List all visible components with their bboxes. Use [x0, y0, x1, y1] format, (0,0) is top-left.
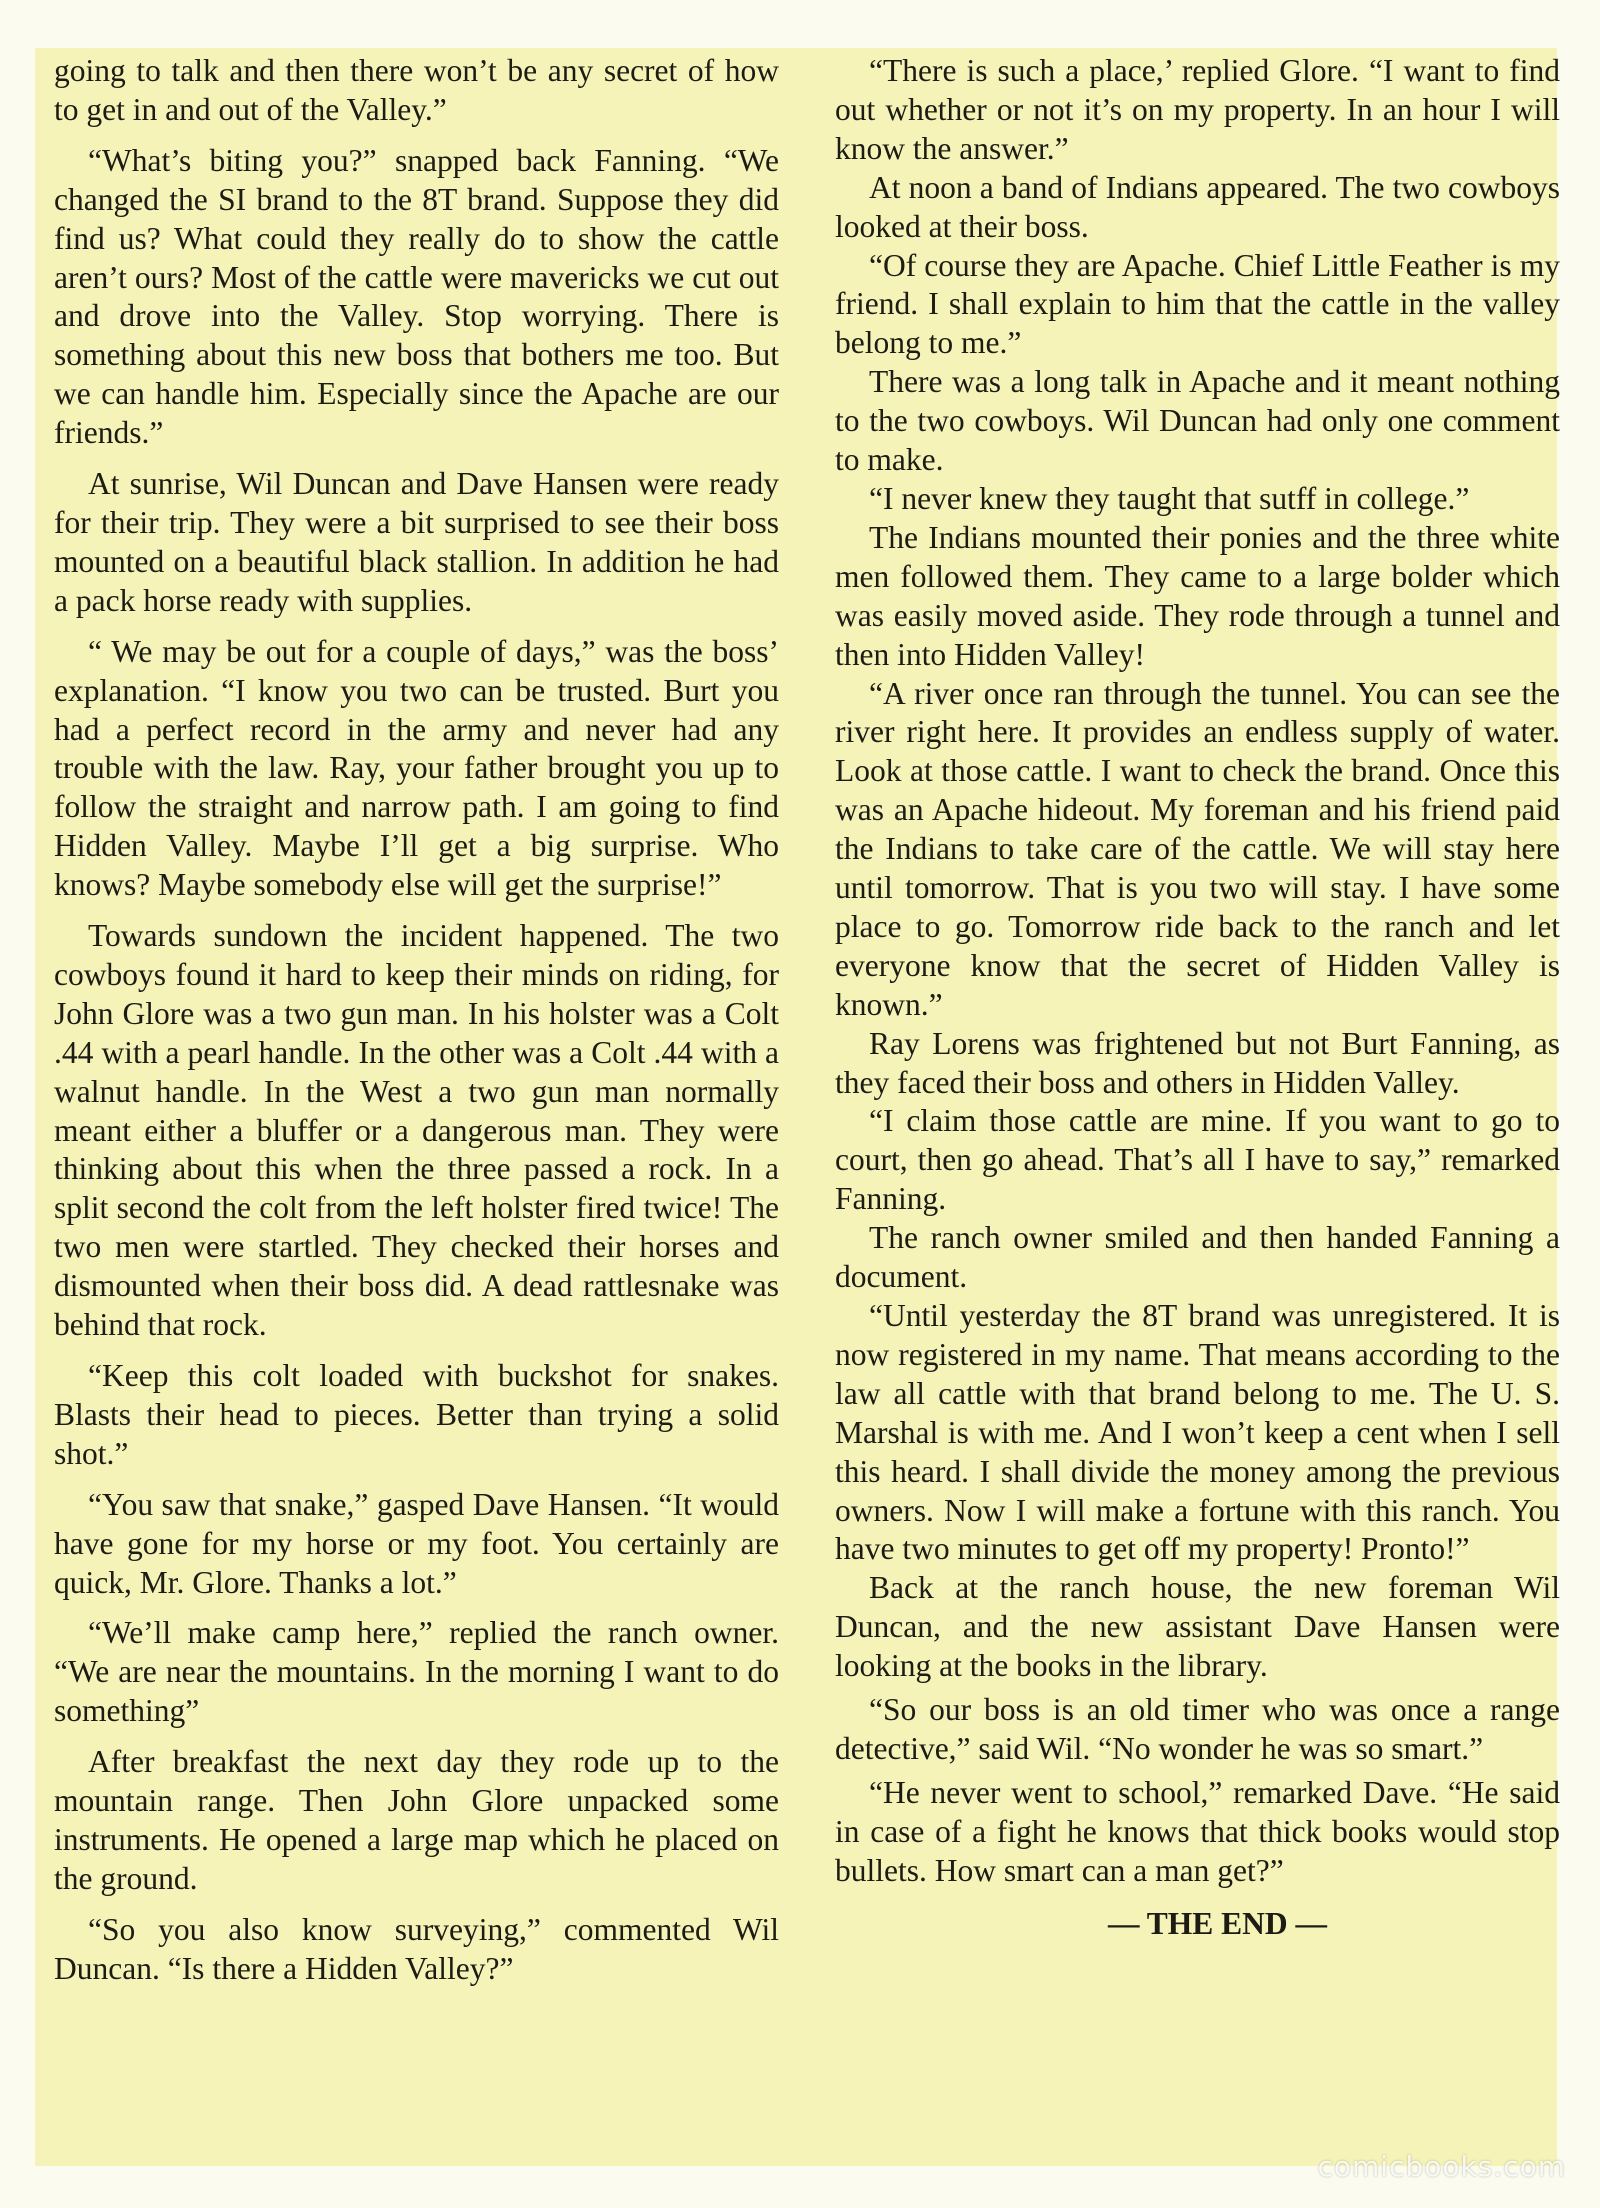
paragraph: At sunrise, Wil Duncan and Dave Hansen were ready for their trip. They were a bit surprised to see their boss mounted on a beautiful black stallion. In addition he had a pack horse ready with supplies. [54, 466, 779, 618]
watermark: comicbooks.com [1317, 2150, 1566, 2183]
paragraph: “I claim those cattle are mine. If you want to go to court, then go ahead. That’s all I have to say,” remarked Fanning. [835, 1103, 1560, 1217]
paragraph: The Indians mounted their ponies and the three white men followed them. They came to a large bolder which was easily moved aside. They rode through a tunnel and then into Hidden Valley! [835, 519, 1560, 672]
paragraph: “ We may be out for a couple of days,” was the boss’ explanation. “I know you two can be trusted. Burt you had a perfect record in the army and never had any trouble with the law. Ray, your father brought you up to follow the straight and narrow path. I am going to find Hidden Valley. Maybe I’ll get a big surprise. Who knows? Maybe somebody else will get the surprise!” [54, 633, 779, 903]
paragraph: After breakfast the next day they rode up to the mountain range. Then John Glore unpacked some instruments. He opened a large map which he placed on the ground. [54, 1744, 779, 1896]
paragraph: “Of course they are Apache. Chief Little Feather is my friend. I shall explain to him that the cattle in the valley belong to me.” [835, 247, 1560, 361]
paragraph: There was a long talk in Apache and it meant nothing to the two cowboys. Wil Duncan had only one comment to make. [835, 364, 1560, 478]
paragraph: Ray Lorens was frightened but not Burt Fanning, as they faced their boss and others in Hidden Valley. [835, 1025, 1560, 1100]
story-column-left [54, 52, 779, 1989]
paragraph: “You saw that snake,” gasped Dave Hansen. “It would have gone for my horse or my foot. You certainly are quick, Mr. Glore. Thanks a lot.” [54, 1486, 779, 1600]
paragraph: “Keep this colt loaded with buckshot for snakes. Blasts their head to pieces. Better than trying a solid shot.” [54, 1358, 779, 1471]
the-end-label: — THE END — [1107, 1905, 1328, 1941]
paragraph: “He never went to school,” remarked Dave. “He said in case of a fight he knows that thick books would stop bullets. How smart can a man get?” [835, 1774, 1560, 1888]
paragraph: “So you also know surveying,” commented Wil Duncan. “Is there a Hidden Valley?” [54, 1911, 779, 1986]
paragraph: “We’ll make camp here,” replied the ranch owner. “We are near the mountains. In the morning I want to do something” [54, 1615, 779, 1729]
paragraph: going to talk and then there won’t be any secret of how to get in and out of the Valley.” [54, 53, 779, 127]
paragraph: Towards sundown the incident happened. The two cowboys found it hard to keep their minds on riding, for John Glore was a two gun man. In his holster was a Colt .44 with a pearl handle. In the other was a Colt .44 with a walnut handle. In the West a two gun man normally meant either a bluffer or a dangerous man. They were thinking about this when the three passed a rock. In a split second the colt from the left holster fired twice! The two men were startled. They checked their horses and dismounted when their boss did. A dead rattlesnake was behind that rock. [54, 918, 779, 1343]
paragraph: “A river once ran through the tunnel. You can see the river right here. It provides an endless supply of water. Look at those cattle. I want to check the brand. Once this was an Apache hideout. My foreman and his friend paid the Indians to take care of the cattle. We will stay here until tomorrow. That is you two will stay. I have some place to go. Tomorrow ride back to the ranch and let everyone know that the secret of Hidden Valley is known.” [835, 675, 1560, 1022]
paragraph: Back at the ranch house, the new foreman Wil Duncan, and the new assistant Dave Hansen were looking at the books in the library. [835, 1570, 1560, 1684]
paragraph: “There is such a place,’ replied Glore. “I want to find out whether or not it’s on my property. In an hour I will know the answer.” [835, 53, 1560, 166]
paragraph: “I never knew they taught that sutff in college.” [869, 480, 1470, 516]
paragraph: “So our boss is an old timer who was once a range detective,” said Wil. “No wonder he was so smart.” [835, 1692, 1560, 1766]
story-column-right [835, 52, 1560, 1944]
paragraph: The ranch owner smiled and then handed Fanning a document. [835, 1220, 1560, 1295]
paragraph: At noon a band of Indians appeared. The two cowboys looked at their boss. [835, 169, 1560, 244]
paragraph: “What’s biting you?” snapped back Fanning. “We changed the SI brand to the 8T brand. Suppose they did find us? What could they really do to show the cattle aren’t ours? Most of the cattle were mavericks we cut out and drove into the Valley. Stop worrying. There is something about this new boss that bothers me too. But we can handle him. Especially since the Apache are our friends.” [54, 142, 779, 451]
paragraph: “Until yesterday the 8T brand was unregistered. It is now registered in my name. That means according to the law all cattle with that brand belong to me. The U. S. Marshal is with me. And I won’t keep a cent when I sell this heard. I shall divide the money among the previous owners. Now I will make a fortune with this ranch. You have two minutes to get off my property! Pronto!” [835, 1298, 1560, 1567]
